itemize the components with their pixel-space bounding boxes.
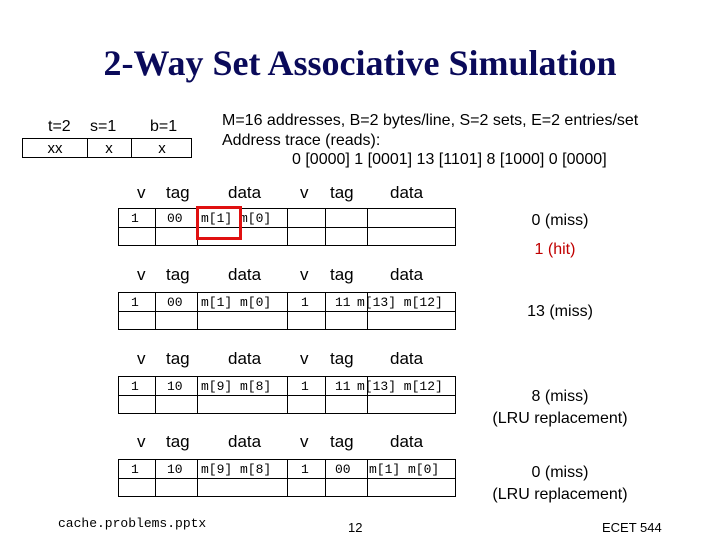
params-line-3: 0 [0000] 1 [0001] 13 [1101] 8 [1000] 0 [0000] [292, 151, 607, 168]
set0-way0-valid: 1 [131, 211, 139, 226]
set0-way0-tag: 00 [167, 211, 183, 226]
field-s-label: s=1 [90, 118, 117, 135]
col-header-data: data [390, 349, 424, 368]
set0-way0-valid: 1 [131, 295, 139, 310]
col-header-data: data [390, 432, 424, 451]
col-header-v: v [137, 349, 146, 368]
col-header-data: data [390, 183, 424, 202]
col-header-data: data [228, 432, 262, 451]
footer-course: ECET 544 [602, 520, 662, 535]
params-line-2: Address trace (reads): [222, 132, 381, 149]
cache-table [118, 376, 456, 414]
result-access-5-note: (LRU replacement) [492, 486, 628, 503]
field-t-value: xx [47, 140, 63, 157]
result-access-5: 0 (miss) [531, 464, 589, 481]
col-header-tag: tag [330, 432, 354, 451]
col-header-tag: tag [166, 265, 190, 284]
col-header-tag: tag [330, 183, 354, 202]
set0-way1-valid: 1 [301, 462, 309, 477]
col-header-v: v [300, 432, 309, 451]
result-access-1: 0 (miss) [531, 212, 589, 229]
set0-way1-tag: 00 [335, 462, 351, 477]
set0-way1-data: m[13] m[12] [357, 295, 443, 310]
set0-way1-tag: 11 [335, 295, 351, 310]
col-header-v: v [137, 265, 146, 284]
set0-way0-data: m[9] m[8] [201, 379, 272, 394]
set0-way1-data: m[13] m[12] [357, 379, 443, 394]
set0-way1-valid: 1 [301, 295, 309, 310]
col-header-tag: tag [166, 432, 190, 451]
footer-page-number: 12 [348, 520, 363, 535]
result-access-2: 1 (hit) [534, 241, 576, 258]
col-header-v: v [137, 183, 146, 202]
footer-filename: cache.problems.pptx [58, 516, 207, 531]
col-header-v: v [300, 183, 309, 202]
set0-way0-valid: 1 [131, 462, 139, 477]
set0-way0-data: m[9] m[8] [201, 462, 272, 477]
col-header-v: v [137, 432, 146, 451]
col-header-v: v [300, 349, 309, 368]
set0-way1-data: m[1] m[0] [369, 462, 440, 477]
result-access-3: 13 (miss) [527, 303, 593, 320]
page-title: 2-Way Set Associative Simulation [103, 43, 617, 83]
col-header-data: data [228, 349, 262, 368]
col-header-data: data [228, 265, 262, 284]
col-header-tag: tag [166, 183, 190, 202]
set0-way0-tag: 10 [167, 462, 183, 477]
field-t-label: t=2 [48, 118, 71, 135]
cache-table [118, 459, 456, 497]
cache-table [118, 292, 456, 330]
field-b-value: x [158, 140, 166, 157]
col-header-v: v [300, 265, 309, 284]
result-access-4-note: (LRU replacement) [492, 410, 628, 427]
col-header-data: data [390, 265, 424, 284]
set0-way0-tag: 00 [167, 295, 183, 310]
col-header-tag: tag [330, 265, 354, 284]
field-b-label: b=1 [150, 118, 178, 135]
col-header-tag: tag [330, 349, 354, 368]
set0-way0-data: m[1] m[0] [201, 211, 272, 226]
set0-way1-tag: 11 [335, 379, 351, 394]
col-header-tag: tag [166, 349, 190, 368]
field-s-value: x [105, 140, 113, 157]
hit-highlight-box [196, 206, 242, 240]
set0-way1-valid: 1 [301, 379, 309, 394]
params-line-1: M=16 addresses, B=2 bytes/line, S=2 sets, E=2 entries/set [222, 112, 639, 129]
col-header-data: data [228, 183, 262, 202]
set0-way0-valid: 1 [131, 379, 139, 394]
set0-way0-tag: 10 [167, 379, 183, 394]
result-access-4: 8 (miss) [531, 388, 589, 405]
address-fields-box [22, 138, 192, 158]
set0-way0-data: m[1] m[0] [201, 295, 272, 310]
cache-table [118, 208, 456, 246]
